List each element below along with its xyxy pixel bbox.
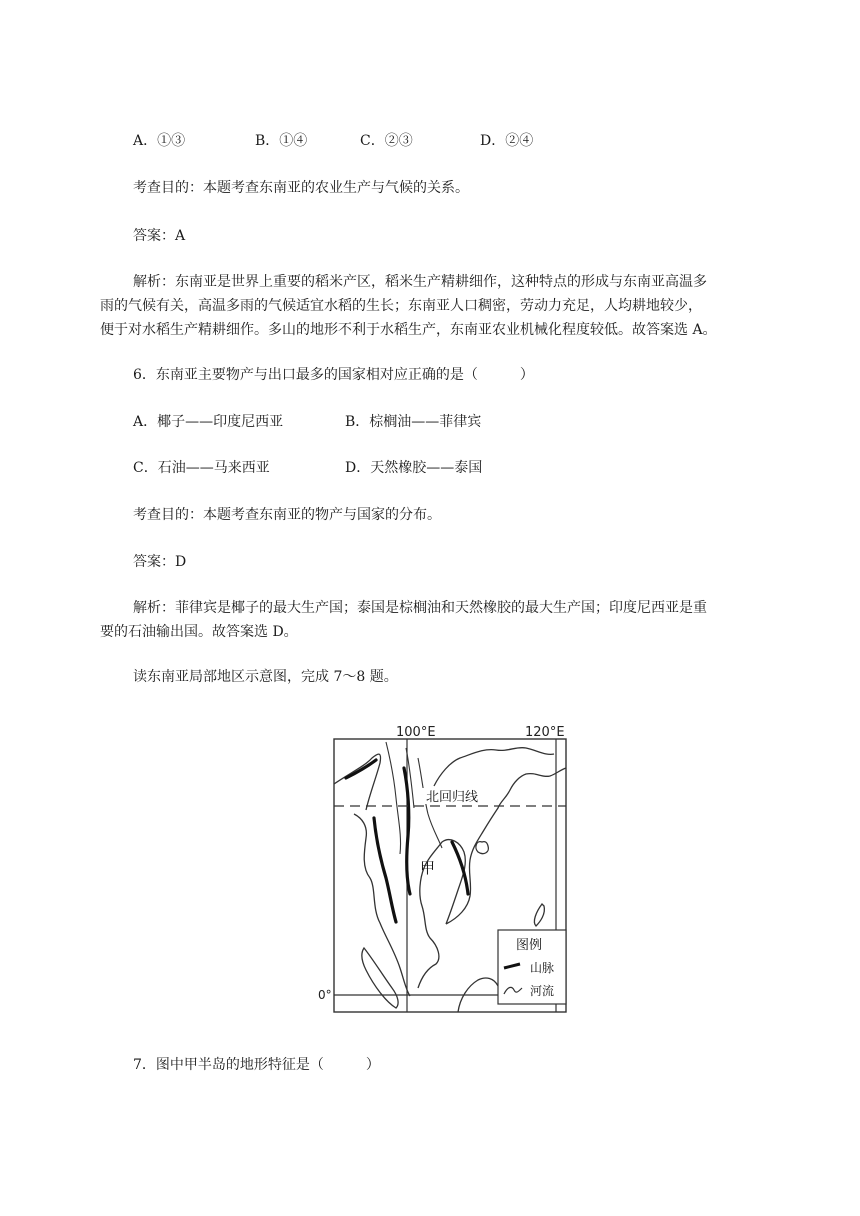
tropic-label: 北回归线 xyxy=(426,790,479,805)
q6-answer: 答案：D xyxy=(133,554,187,570)
island-hainan xyxy=(476,842,488,854)
q6-option-a: A．椰子——印度尼西亚 xyxy=(133,414,284,430)
island-fragment xyxy=(534,904,544,926)
map-intro: 读东南亚局部地区示意图，完成 7～8 题。 xyxy=(133,669,398,685)
mountain-range-2 xyxy=(404,768,410,894)
q5-option-a: A．①③ xyxy=(133,133,186,149)
map-label-120e: 120°E xyxy=(525,725,565,740)
q6-purpose: 考查目的：本题考查东南亚的物产与国家的分布。 xyxy=(133,507,441,523)
q7-stem: 7．图中甲半岛的地形特征是（ ） xyxy=(133,1057,380,1073)
peninsula-label: 甲 xyxy=(420,859,436,877)
q6-option-d: D．天然橡胶——泰国 xyxy=(345,460,483,476)
equator-label: 0° xyxy=(318,988,332,1002)
legend-mountain-label: 山脉 xyxy=(530,961,555,975)
q5-analysis-line-2: 雨的气候有关，高温多雨的气候适宜水稻的生长；东南亚人口稠密，劳动力充足，人均耕地较少， xyxy=(100,298,702,314)
map-legend xyxy=(498,930,566,1004)
legend-title: 图例 xyxy=(516,938,543,953)
mountain-range-1 xyxy=(374,818,396,922)
q6-option-c: C．石油——马来西亚 xyxy=(133,460,270,476)
map-label-100e: 100°E xyxy=(396,725,436,740)
legend-river-label: 河流 xyxy=(530,984,555,998)
q5-analysis-line-3: 便于对水稻生产精耕细作。多山的地形不利于水稻生产，东南亚农业机械化程度较低。故答案选 A。 xyxy=(100,322,717,338)
q6-analysis-line-2: 要的石油输出国。故答案选 D。 xyxy=(100,624,298,640)
island-sumatra xyxy=(362,948,398,1008)
q5-analysis-line-1: 解析：东南亚是世界上重要的稻米产区，稻米生产精耕细作，这种特点的形成与东南亚高温多 xyxy=(133,274,707,290)
q5-answer: 答案：A xyxy=(133,228,186,244)
mountain-range-4 xyxy=(346,760,376,778)
q5-option-c: C．②③ xyxy=(360,133,413,149)
q5-option-d: D．②④ xyxy=(480,133,534,149)
q5-option-b: B．①④ xyxy=(255,133,308,149)
southeast-asia-map xyxy=(310,718,572,1014)
q6-stem: 6．东南亚主要物产与出口最多的国家相对应正确的是（ ） xyxy=(133,367,534,383)
river-1 xyxy=(386,742,401,854)
q6-analysis-line-1: 解析：菲律宾是椰子的最大生产国；泰国是棕榈油和天然橡胶的最大生产国；印度尼西亚是重 xyxy=(133,600,707,616)
q6-option-b: B．棕榈油——菲律宾 xyxy=(345,414,482,430)
q5-purpose: 考查目的：本题考查东南亚的农业生产与气候的关系。 xyxy=(133,180,469,196)
coastline-north xyxy=(434,748,554,786)
mountain-range-3 xyxy=(452,842,468,894)
